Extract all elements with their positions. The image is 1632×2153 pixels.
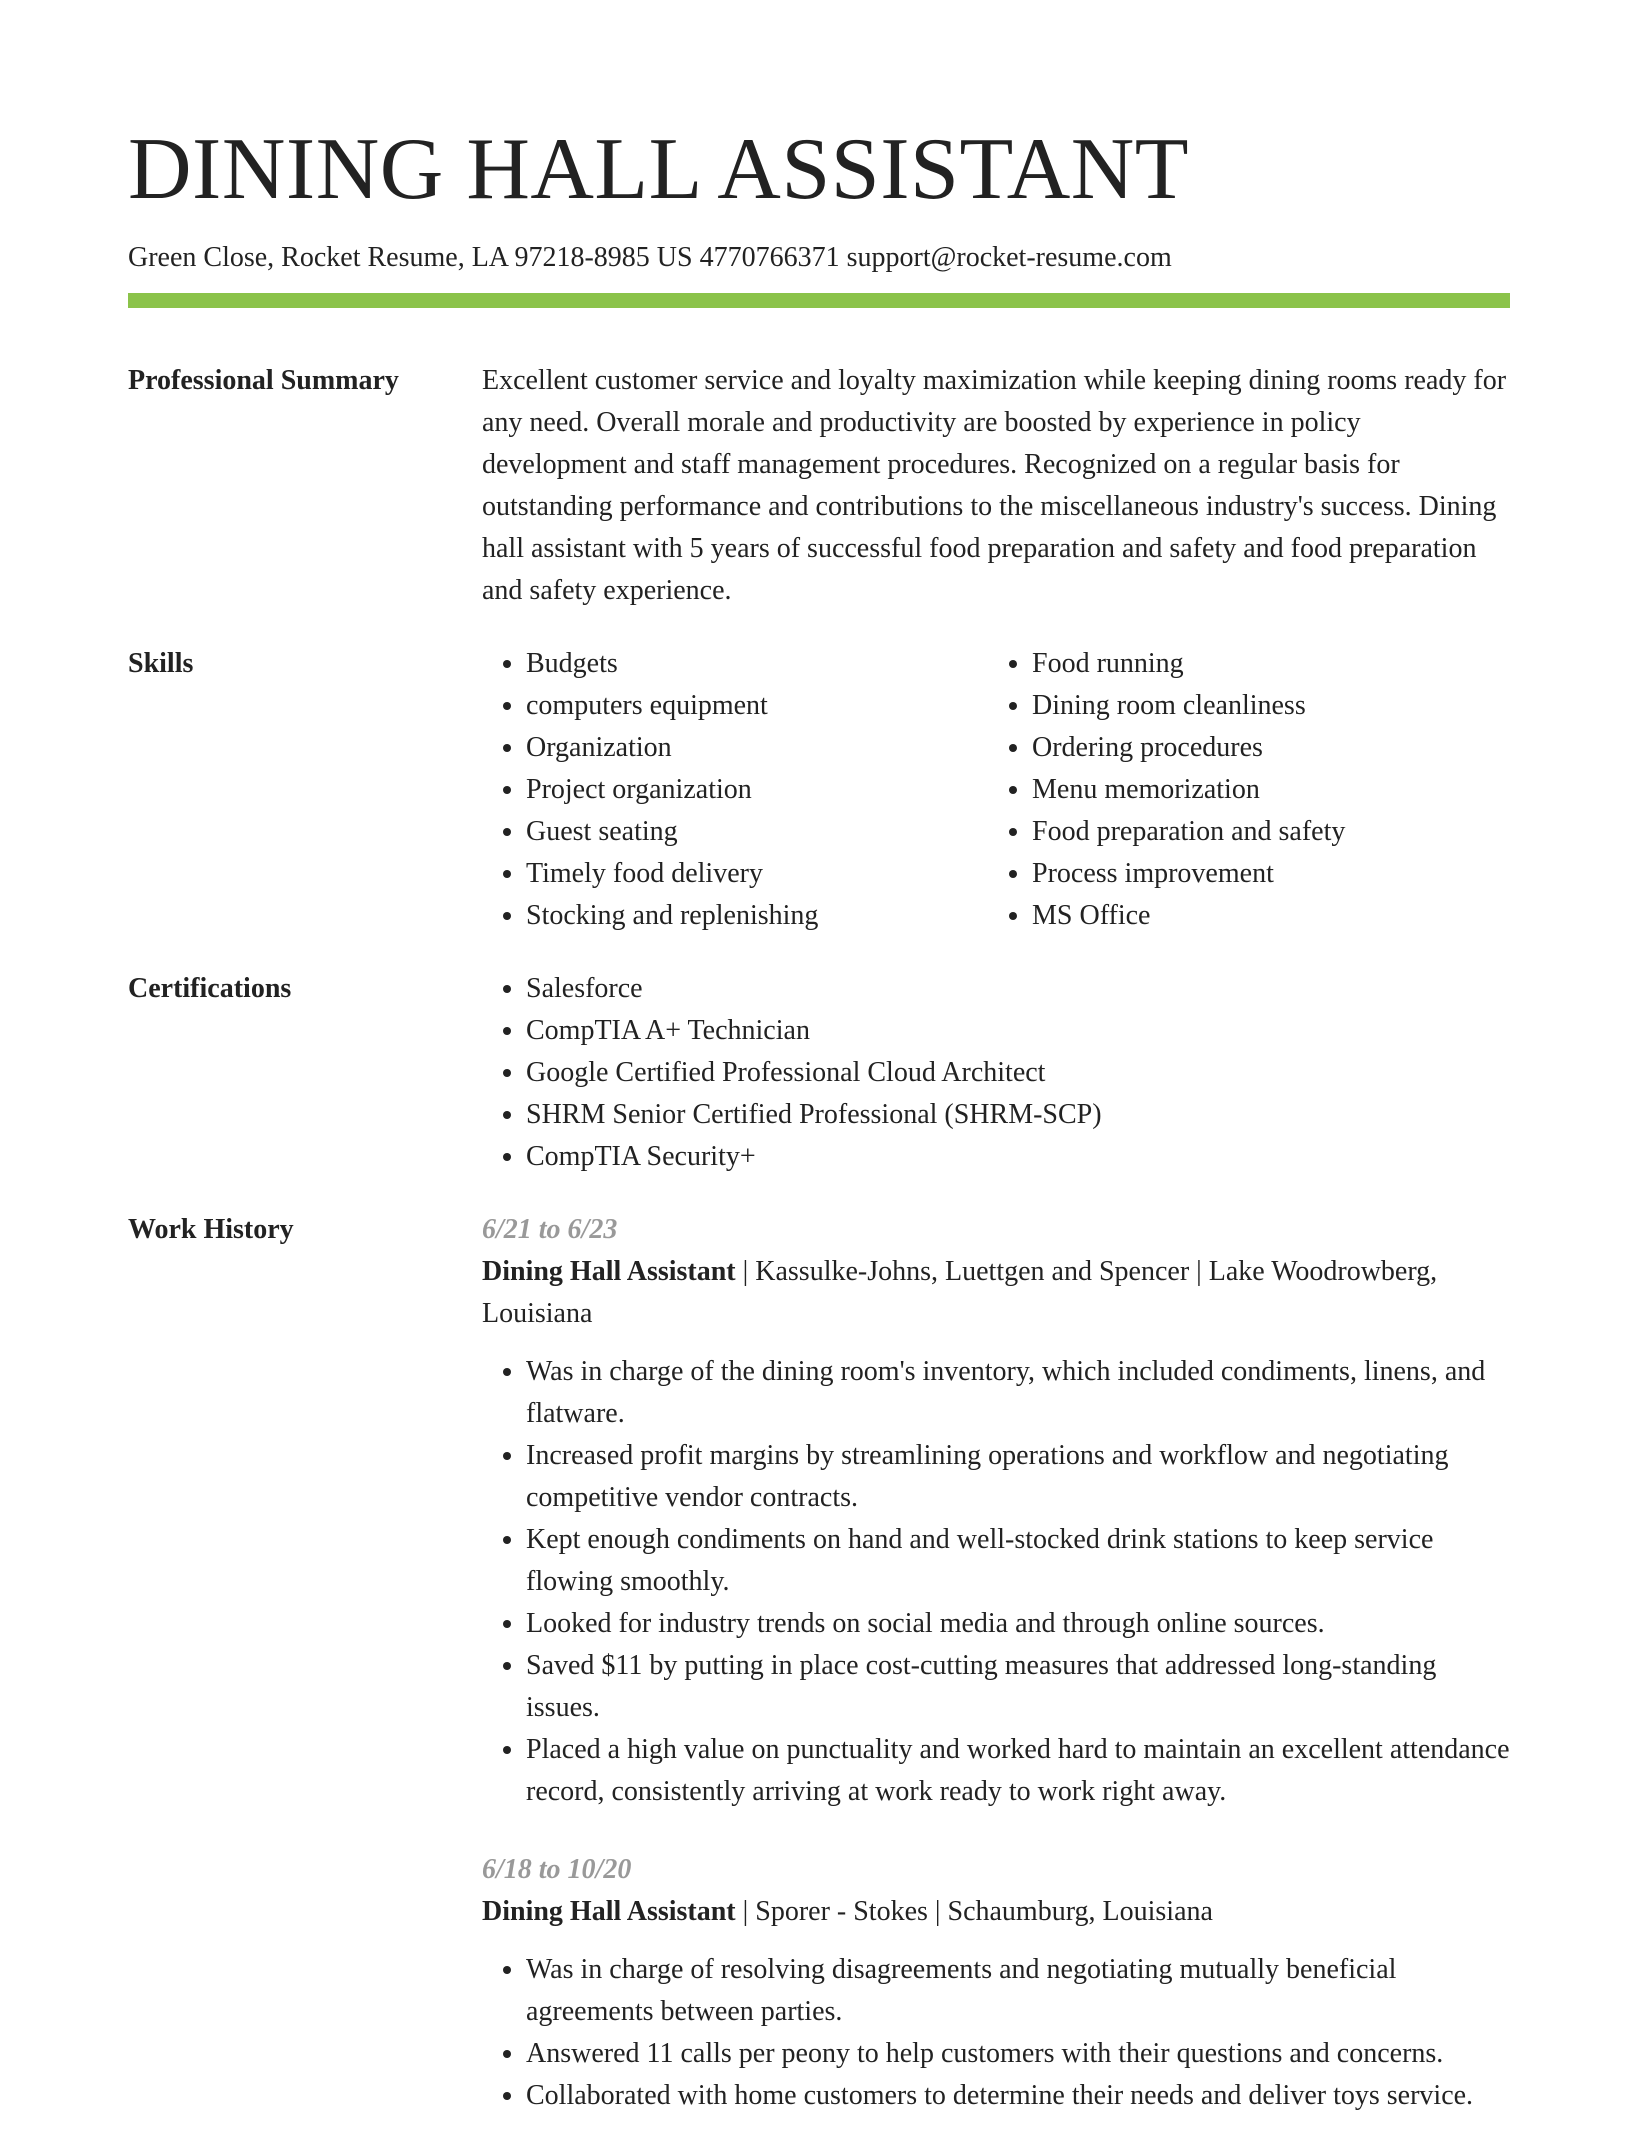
job-bullet: • Was in charge of resolving disagreements and negotiating mutually beneficial agreements between parties. <box>526 1949 1510 2033</box>
job-entry <box>482 1209 1510 1813</box>
skill-item: • Menu memorization <box>1032 769 1510 811</box>
job-entry <box>482 1849 1510 2117</box>
job-bullet: • Increased profit margins by streamlining operations and workflow and negotiating competitive vendor contracts. <box>526 1435 1510 1519</box>
skill-item: • Timely food delivery <box>526 853 988 895</box>
work-history-section <box>128 1209 1510 2153</box>
skill-item: • Stocking and replenishing <box>526 895 988 937</box>
summary-text: Excellent customer service and loyalty maximization while keeping dining rooms ready for any need. Overall morale and productivity are boosted by experience in policy development and staff management procedures. Recognized on a regular basis for outstanding performance and contributions to the miscellaneous industry's success. Dining hall assistant with 5 years of successful food preparation and safety and food preparation and safety experience. <box>482 365 1507 606</box>
summary-section <box>128 360 1510 612</box>
certification-item: • CompTIA A+ Technician <box>526 1010 1510 1052</box>
job-bullet: • Was in charge of the dining room's inventory, which included condiments, linens, and flatware. <box>526 1351 1510 1435</box>
job-heading <box>482 1891 1510 1933</box>
skill-item: • Food preparation and safety <box>1032 811 1510 853</box>
job-bullet: • Looked for industry trends on social media and through online sources. <box>526 1603 1510 1645</box>
job-details: | Sporer - Stokes | Schaumburg, Louisiana <box>735 1896 1213 1927</box>
skills-section <box>128 643 1510 937</box>
job-dates: 6/21 to 6/23 <box>482 1214 618 1245</box>
skills-list-left <box>482 643 988 937</box>
skill-item: • Project organization <box>526 769 988 811</box>
job-title: Dining Hall Assistant <box>482 1256 736 1287</box>
resume-page <box>128 112 1510 2153</box>
certification-item: • SHRM Senior Certified Professional (SHRM-SCP) <box>526 1094 1510 1136</box>
skill-item: • Budgets <box>526 643 988 685</box>
certifications-heading: Certifications <box>128 973 292 1004</box>
job-bullets <box>482 1949 1510 2117</box>
job-bullet: • Saved $11 by putting in place cost-cutting measures that addressed long-standing issues. <box>526 1645 1510 1729</box>
job-details: | Kassulke-Johns, Luettgen and Spencer | Lake Woodrowberg, Louisiana <box>482 1256 1438 1329</box>
job-title: Dining Hall Assistant <box>482 1896 736 1927</box>
certification-item: • Salesforce <box>526 968 1510 1010</box>
resume-name: DINING HALL ASSISTANT <box>128 121 1190 218</box>
job-bullets <box>482 1351 1510 1813</box>
skills-heading: Skills <box>128 648 194 679</box>
skill-item: • Organization <box>526 727 988 769</box>
header-divider <box>128 293 1510 308</box>
skill-item: • Process improvement <box>1032 853 1510 895</box>
job-bullet: • Collaborated with home customers to determine their needs and deliver toys service. <box>526 2075 1510 2117</box>
skills-list-right <box>988 643 1510 937</box>
job-bullet: • Answered 11 calls per peony to help customers with their questions and concerns. <box>526 2033 1510 2075</box>
contact-info: Green Close, Rocket Resume, LA 97218-8985 US 4770766371 support@rocket-resume.com <box>128 242 1172 273</box>
certification-item: • Google Certified Professional Cloud Architect <box>526 1052 1510 1094</box>
job-heading <box>482 1251 1510 1335</box>
certifications-list <box>482 968 1510 1178</box>
summary-heading: Professional Summary <box>128 365 399 396</box>
certification-item: • CompTIA Security+ <box>526 1136 1510 1178</box>
certifications-section <box>128 968 1510 1178</box>
skill-item: • computers equipment <box>526 685 988 727</box>
skill-item: • Ordering procedures <box>1032 727 1510 769</box>
skill-item: • Food running <box>1032 643 1510 685</box>
job-bullet: • Kept enough condiments on hand and well-stocked drink stations to keep service flowing smoothly. <box>526 1519 1510 1603</box>
job-bullet: • Placed a high value on punctuality and worked hard to maintain an excellent attendance record, consistently arriving at work ready to work right away. <box>526 1729 1510 1813</box>
work-history-heading: Work History <box>128 1214 294 1245</box>
job-dates: 6/18 to 10/20 <box>482 1854 632 1885</box>
skill-item: • Guest seating <box>526 811 988 853</box>
skill-item: • MS Office <box>1032 895 1510 937</box>
skill-item: • Dining room cleanliness <box>1032 685 1510 727</box>
